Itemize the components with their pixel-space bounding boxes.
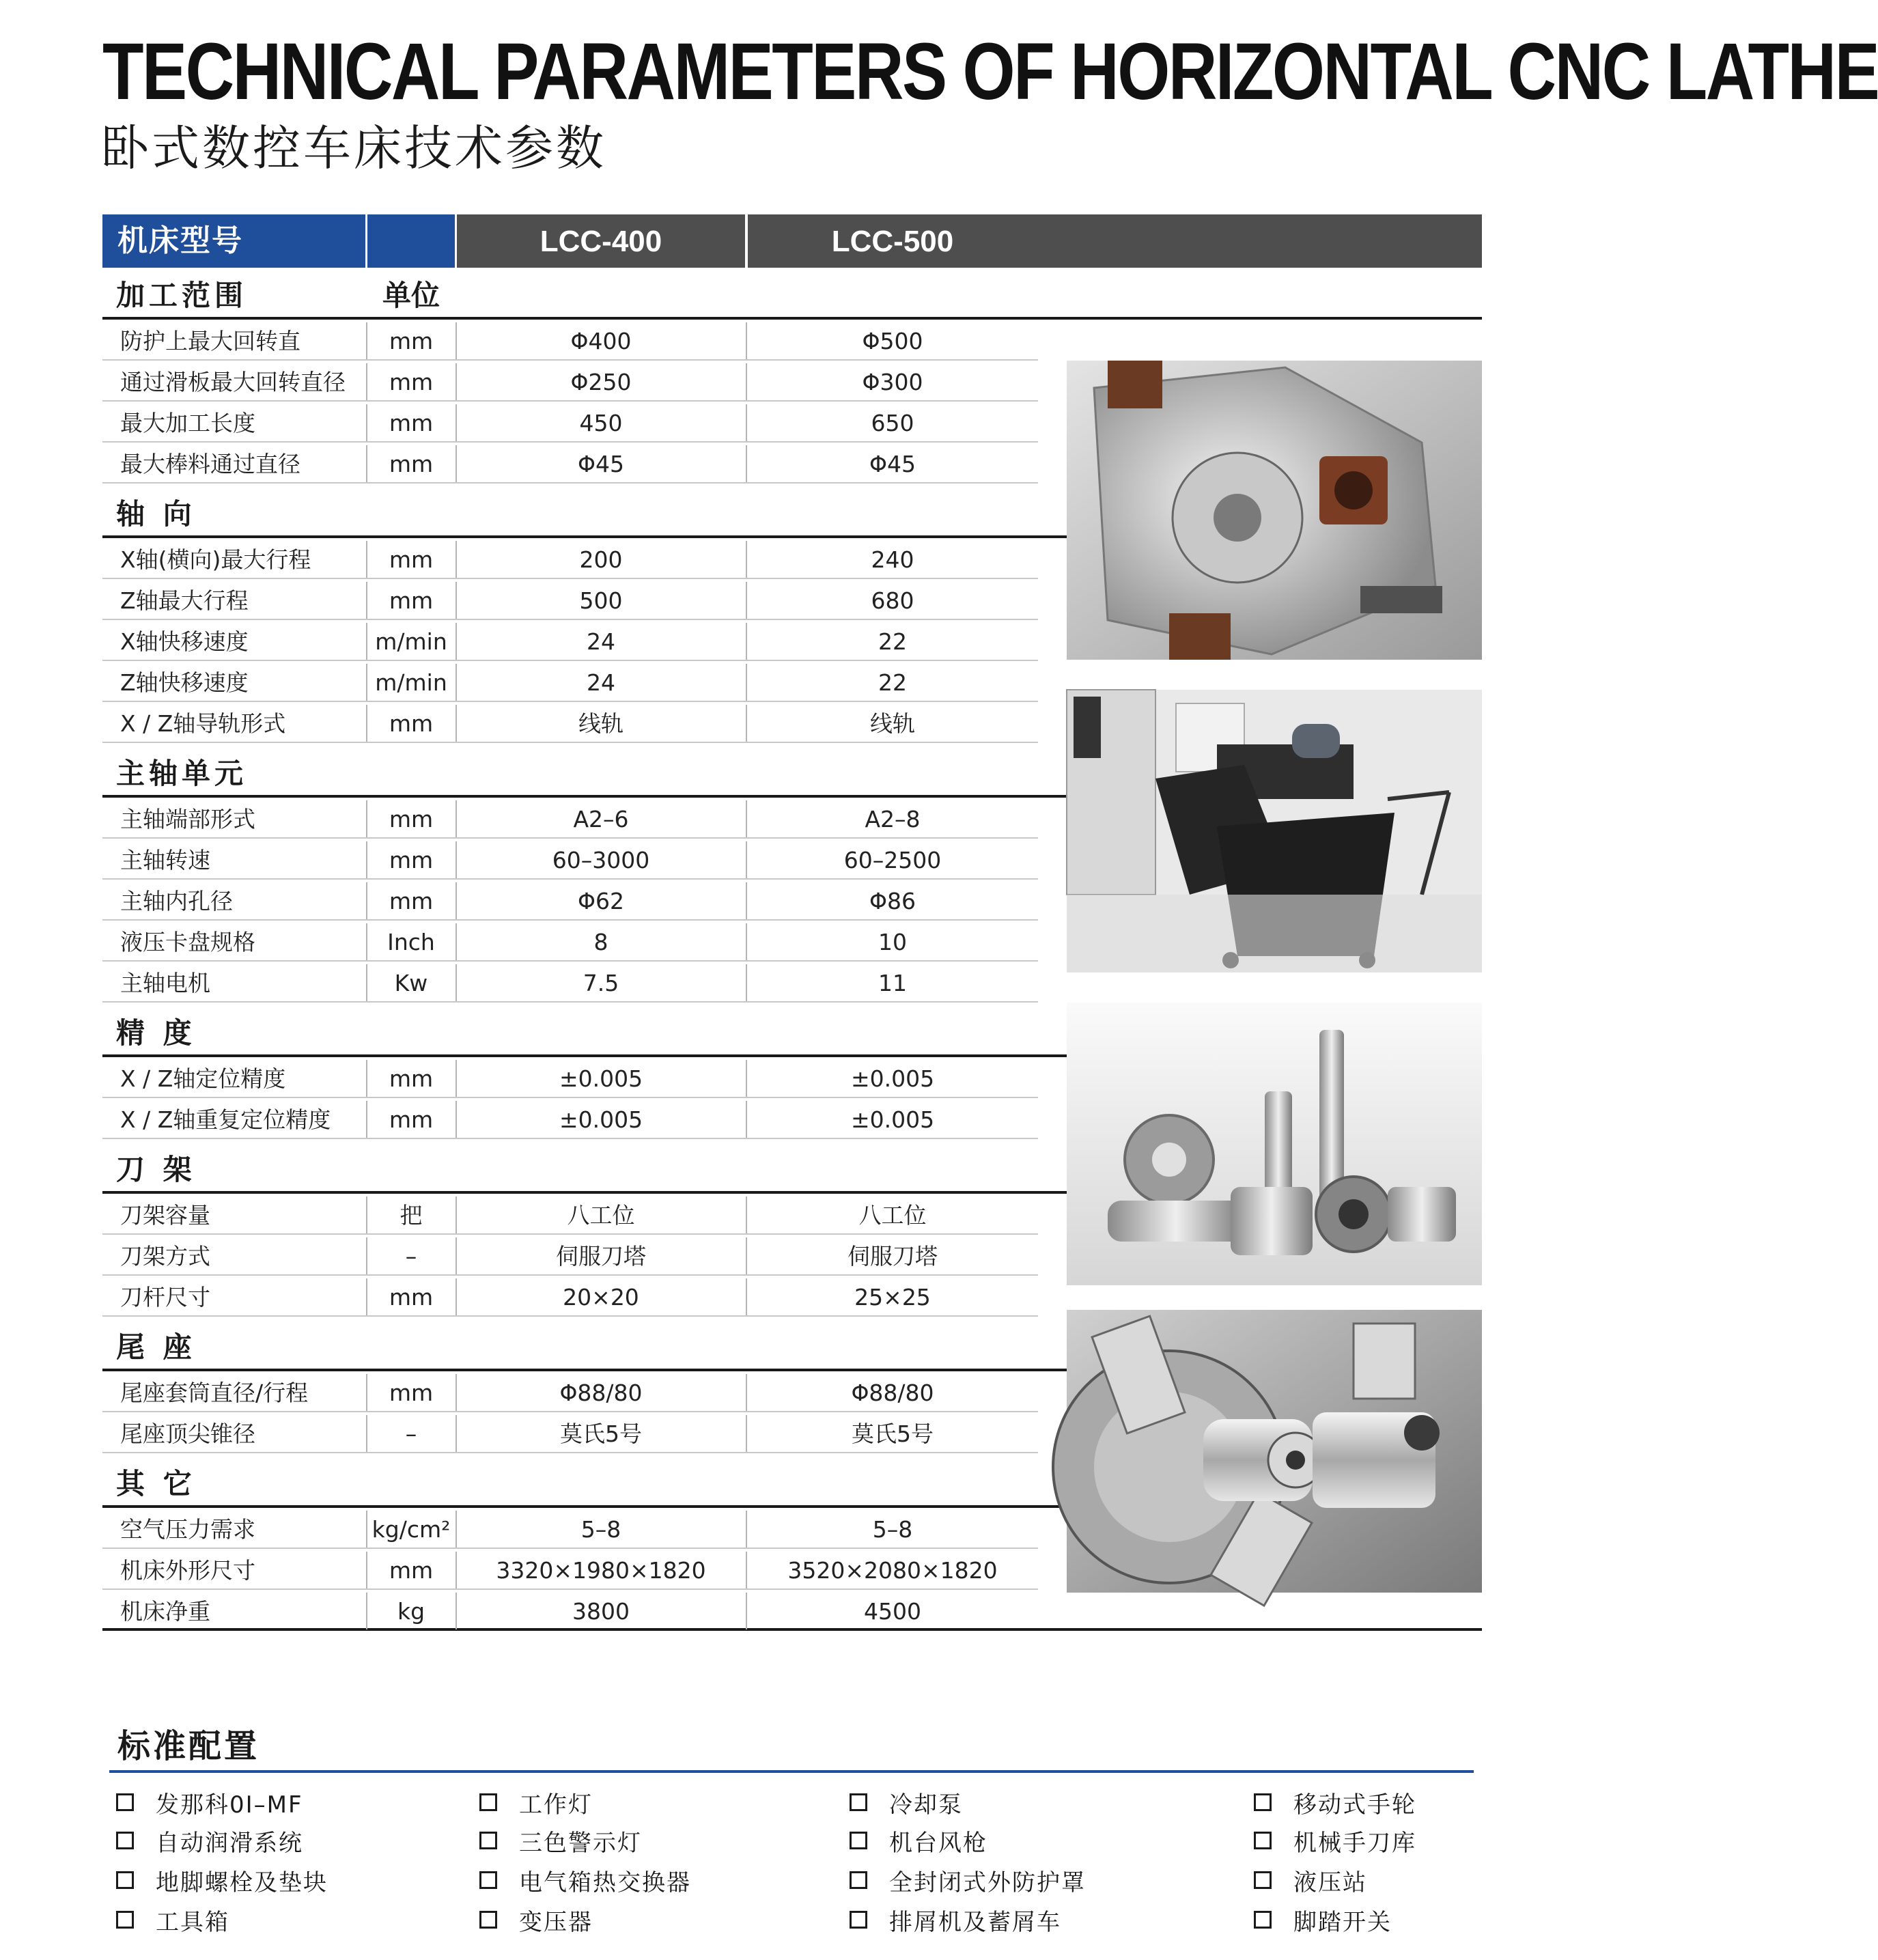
unit-column-header: 单位 [382,279,440,312]
section-title: 其 它 [116,1467,196,1500]
param-name: 机床净重 [120,1598,210,1625]
column-divider [366,964,367,1001]
column-divider [746,1374,747,1411]
section-header [102,268,1482,320]
column-divider [746,541,747,578]
value-lcc-400: Φ88/80 [559,1380,643,1406]
value-lcc-500: 60–2500 [843,847,942,873]
column-divider [746,841,747,878]
config-item [116,1823,303,1858]
config-item-label: 自动润滑系统 [156,1829,303,1857]
param-name: 刀架方式 [120,1243,210,1270]
value-lcc-400: ±0.005 [559,1065,643,1092]
param-name: 机床外形尺寸 [120,1557,255,1584]
config-item-label: 冷却泵 [889,1791,963,1819]
column-divider [746,322,747,359]
column-divider [366,882,367,919]
column-divider [746,623,747,660]
param-unit: Kw [394,970,428,996]
column-divider [456,923,457,960]
value-lcc-400: 线轨 [578,710,623,737]
param-name: 空气压力需求 [120,1516,255,1543]
section-title: 主轴单元 [116,757,248,790]
table-row [102,1508,1038,1549]
param-name: 防护上最大回转直 [120,328,300,354]
column-divider [456,1101,457,1138]
value-lcc-400: 5–8 [580,1516,621,1543]
value-lcc-500: 4500 [864,1598,921,1625]
config-item [1254,1823,1416,1858]
table-row [102,962,1038,1003]
checkbox-icon [850,1793,867,1811]
value-lcc-400: 24 [587,669,615,696]
value-lcc-400: Φ45 [578,451,624,477]
param-name: 刀杆尺寸 [120,1284,210,1311]
param-name: 主轴内孔径 [120,888,233,914]
page-title-english: TECHNICAL PARAMETERS OF HORIZONTAL CNC LATHE [102,27,1878,117]
value-lcc-500: 650 [871,410,914,436]
value-lcc-400: 450 [579,410,623,436]
value-lcc-400: 8 [593,929,608,955]
column-divider [366,322,367,359]
param-unit: mm [389,1557,434,1584]
param-unit: mm [389,1284,434,1311]
photo-chuck-tailstock [1067,1310,1482,1593]
checkbox-icon [1254,1871,1272,1889]
value-lcc-400: 3800 [572,1598,630,1625]
column-divider [366,1060,367,1097]
value-lcc-500: A2–8 [865,806,921,832]
config-item [1254,1785,1416,1819]
column-divider [366,363,367,400]
checkbox-icon [850,1832,867,1849]
value-lcc-400: 24 [587,628,615,655]
column-divider [456,1278,457,1315]
param-unit: mm [389,369,434,395]
column-divider [366,841,367,878]
table-row [102,880,1038,921]
param-unit: mm [389,328,434,354]
param-name: 液压卡盘规格 [120,929,255,955]
param-name: 尾座套筒直径/行程 [120,1380,309,1406]
checkbox-icon [1254,1832,1272,1849]
param-name: 刀架容量 [120,1202,210,1229]
config-item [116,1785,303,1819]
config-item [850,1863,1086,1897]
param-unit: mm [389,1106,434,1133]
param-name: 尾座顶尖锥径 [120,1420,255,1447]
value-lcc-400: 3320×1980×1820 [496,1557,706,1584]
table-row [102,1098,1038,1139]
column-divider [456,1237,457,1274]
value-lcc-400: A2–6 [573,806,629,832]
config-item [116,1863,328,1897]
value-lcc-500: Φ500 [862,328,923,354]
param-name: 最大加工长度 [120,410,255,436]
value-lcc-500: 线轨 [870,710,915,737]
value-lcc-400: Φ250 [570,369,632,395]
value-lcc-400: 莫氏5号 [560,1420,642,1447]
column-divider [746,363,747,400]
table-row [102,1276,1038,1317]
column-divider [456,1552,457,1588]
param-unit: mm [389,1380,434,1406]
config-item [850,1785,963,1819]
column-divider [366,1374,367,1411]
config-item-label: 发那科0I–MF [156,1791,303,1819]
value-lcc-400: 200 [579,546,623,573]
column-divider [456,404,457,441]
value-lcc-500: 22 [878,628,907,655]
param-unit: m/min [375,669,447,696]
param-unit: 把 [400,1202,423,1229]
column-divider [456,1511,457,1548]
param-unit: mm [389,710,434,737]
checkbox-icon [116,1832,134,1849]
param-name: 主轴转速 [120,847,210,873]
column-divider [746,1101,747,1138]
checkbox-icon [116,1911,134,1929]
table-row [102,1590,1482,1631]
column-divider [456,582,457,619]
checkbox-icon [1254,1911,1272,1929]
param-name: 主轴电机 [120,970,210,996]
param-name: X轴快移速度 [120,628,249,655]
column-divider [746,1060,747,1097]
column-divider [366,1196,367,1233]
column-divider [456,705,457,742]
column-divider [746,1415,747,1452]
value-lcc-400: 八工位 [567,1202,635,1229]
param-name: 主轴端部形式 [120,806,255,832]
column-divider [456,1593,457,1629]
checkbox-icon [479,1832,497,1849]
value-lcc-500: 25×25 [854,1284,931,1311]
value-lcc-500: Φ86 [869,888,916,914]
section-title: 轴 向 [116,497,196,531]
config-item [116,1903,229,1937]
table-row [102,1194,1038,1235]
column-divider [746,1593,747,1629]
table-row [102,1412,1038,1453]
value-lcc-400: ±0.005 [559,1106,643,1133]
column-divider [366,582,367,619]
param-unit: mm [389,451,434,477]
param-unit: m/min [375,628,447,655]
param-unit: mm [389,587,434,614]
value-lcc-500: Φ45 [869,451,916,477]
column-divider [456,623,457,660]
column-divider [746,923,747,960]
section-title: 尾 座 [116,1330,196,1364]
param-unit: – [405,1420,417,1447]
param-unit: Inch [387,929,435,955]
value-lcc-500: Φ300 [862,369,923,395]
checkbox-icon [850,1871,867,1889]
column-divider [366,623,367,660]
param-unit: mm [389,546,434,573]
config-item [1254,1903,1392,1937]
column-divider [746,800,747,837]
spec-table-header [102,214,1482,268]
param-name: 通过滑板最大回转直径 [120,369,346,395]
value-lcc-500: 10 [878,929,907,955]
param-name: 最大棒料通过直径 [120,451,300,477]
config-item-label: 变压器 [519,1908,593,1936]
table-row [102,320,1038,361]
column-divider [746,582,747,619]
column-divider [366,445,367,482]
param-unit: mm [389,806,434,832]
config-item-label: 排屑机及蓄屑车 [889,1908,1061,1936]
table-row [102,1235,1038,1276]
config-item-label: 地脚螺栓及垫块 [156,1868,328,1896]
column-divider [456,800,457,837]
config-item [850,1903,1061,1937]
column-divider [746,664,747,701]
table-row [102,620,1038,661]
column-divider [746,1552,747,1588]
column-divider [366,1237,367,1274]
column-divider [746,1278,747,1315]
table-row [102,443,1038,484]
column-divider [366,1101,367,1138]
photo-machined-parts [1067,1003,1482,1285]
value-lcc-500: Φ88/80 [851,1380,934,1406]
param-unit: mm [389,888,434,914]
param-name: X / Z轴定位精度 [120,1065,286,1092]
column-divider [366,664,367,701]
value-lcc-500: 11 [878,970,907,996]
column-divider [456,445,457,482]
standard-config-title: 标准配置 [117,1727,260,1765]
config-item-label: 三色警示灯 [519,1829,642,1857]
column-divider [366,1593,367,1629]
value-lcc-400: Φ400 [570,328,632,354]
config-item [479,1903,593,1937]
column-divider [366,1415,367,1452]
value-lcc-500: 伺服刀塔 [847,1243,938,1270]
column-divider [456,363,457,400]
checkbox-icon [479,1793,497,1811]
model-header-label: 机床型号 [117,223,243,258]
table-row [102,538,1038,579]
section-title: 加工范围 [116,279,248,312]
checkbox-icon [479,1911,497,1929]
column-divider [366,1552,367,1588]
value-lcc-400: 伺服刀塔 [556,1243,646,1270]
param-name: Z轴快移速度 [120,669,249,696]
config-item-label: 液压站 [1293,1868,1367,1896]
column-divider [456,964,457,1001]
column-divider [746,445,747,482]
config-item [479,1785,593,1819]
checkbox-icon [116,1871,134,1889]
config-item-label: 移动式手轮 [1293,1791,1416,1819]
table-row [102,839,1038,880]
param-unit: mm [389,847,434,873]
column-divider [456,541,457,578]
value-lcc-500: ±0.005 [850,1065,935,1092]
config-item-label: 工具箱 [156,1908,229,1936]
column-divider [366,800,367,837]
section-title: 精 度 [116,1016,196,1050]
value-lcc-400: 20×20 [563,1284,639,1311]
param-unit: – [405,1243,417,1270]
config-item-label: 机械手刀库 [1293,1829,1416,1857]
column-divider [366,1278,367,1315]
config-item-label: 电气箱热交换器 [519,1868,691,1896]
table-row [102,361,1038,402]
photo-turret [1067,361,1482,660]
value-lcc-400: Φ62 [578,888,624,914]
param-name: X轴(横向)最大行程 [120,546,311,573]
config-item-label: 工作灯 [519,1791,593,1819]
table-row [102,921,1038,962]
column-divider [456,664,457,701]
value-lcc-500: 3520×2080×1820 [787,1557,998,1584]
param-name: Z轴最大行程 [120,587,249,614]
table-row [102,702,1038,743]
column-divider [746,1237,747,1274]
config-item [479,1863,691,1897]
column-divider [456,841,457,878]
table-row [102,1371,1038,1412]
column-divider [366,923,367,960]
column-divider [366,541,367,578]
value-lcc-400: 60–3000 [552,847,650,873]
column-divider [746,882,747,919]
column-divider [746,964,747,1001]
photo-chip-conveyor [1067,690,1482,972]
column-divider [366,705,367,742]
value-lcc-500: 5–8 [872,1516,913,1543]
column-divider [746,404,747,441]
checkbox-icon [116,1793,134,1811]
param-unit: kg/cm² [372,1516,451,1543]
param-name: X / Z轴导轨形式 [120,710,286,737]
config-item [850,1823,987,1858]
column-divider [366,1511,367,1548]
config-item [1254,1863,1367,1897]
page-title-chinese: 卧式数控车床技术参数 [101,120,606,176]
checkbox-icon [1254,1793,1272,1811]
table-row [102,1057,1038,1098]
param-unit: mm [389,410,434,436]
model-lcc-400: LCC-400 [539,225,662,258]
column-divider [366,404,367,441]
value-lcc-500: 22 [878,669,907,696]
section-title: 刀 架 [116,1153,196,1186]
config-item-label: 机台风枪 [889,1829,987,1857]
standard-config-divider [109,1770,1474,1773]
config-item-label: 全封闭式外防护罩 [889,1868,1086,1896]
column-divider [746,1511,747,1548]
column-divider [746,705,747,742]
checkbox-icon [850,1911,867,1929]
param-unit: kg [397,1598,425,1625]
value-lcc-500: 240 [871,546,914,573]
table-row [102,661,1038,702]
value-lcc-500: 莫氏5号 [852,1420,934,1447]
table-row [102,402,1038,443]
column-divider [746,1196,747,1233]
table-row [102,579,1038,620]
table-row [102,798,1038,839]
column-divider [456,882,457,919]
config-item [479,1823,642,1858]
value-lcc-400: 7.5 [583,970,619,996]
checkbox-icon [479,1871,497,1889]
value-lcc-500: 八工位 [858,1202,927,1229]
param-unit: mm [389,1065,434,1092]
column-divider [456,1415,457,1452]
column-divider [456,1196,457,1233]
value-lcc-500: 680 [871,587,914,614]
param-name: X / Z轴重复定位精度 [120,1106,331,1133]
column-divider [456,1374,457,1411]
value-lcc-400: 500 [579,587,623,614]
column-divider [456,322,457,359]
config-item-label: 脚踏开关 [1293,1908,1392,1936]
table-row [102,1549,1038,1590]
column-divider [456,1060,457,1097]
value-lcc-500: ±0.005 [850,1106,935,1133]
model-lcc-500: LCC-500 [831,225,954,258]
